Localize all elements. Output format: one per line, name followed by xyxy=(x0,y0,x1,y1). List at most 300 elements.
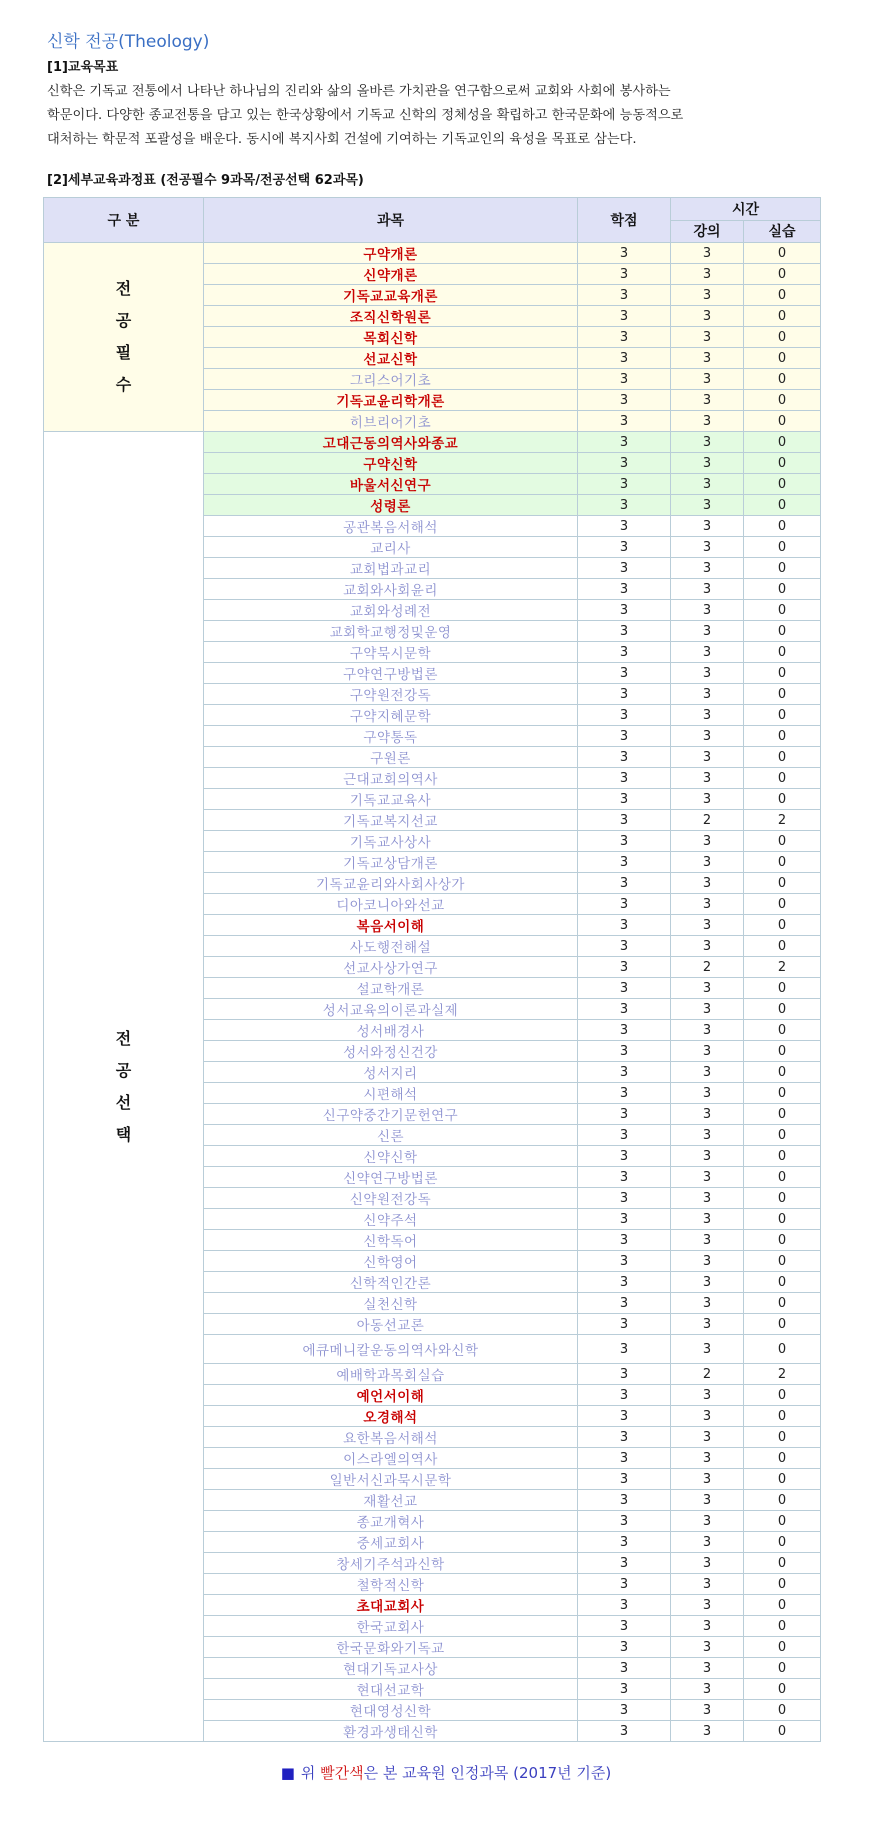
lecture-cell: 3 xyxy=(671,516,744,537)
credits-cell: 3 xyxy=(578,978,671,999)
credits-cell: 3 xyxy=(578,1532,671,1553)
practice-cell: 0 xyxy=(744,411,821,432)
practice-cell: 0 xyxy=(744,1511,821,1532)
subject-cell: 기독교상담개론 xyxy=(204,852,578,873)
credits-cell: 3 xyxy=(578,537,671,558)
lecture-cell: 3 xyxy=(671,1679,744,1700)
credits-cell: 3 xyxy=(578,936,671,957)
credits-cell: 3 xyxy=(578,1490,671,1511)
lecture-cell: 3 xyxy=(671,1616,744,1637)
subject-cell: 구약묵시문학 xyxy=(204,642,578,663)
practice-cell: 0 xyxy=(744,1448,821,1469)
lecture-cell: 3 xyxy=(671,663,744,684)
lecture-cell: 3 xyxy=(671,936,744,957)
credits-cell: 3 xyxy=(578,390,671,411)
lecture-cell: 3 xyxy=(671,1209,744,1230)
credits-cell: 3 xyxy=(578,1083,671,1104)
objectives-paragraph xyxy=(47,80,822,152)
subject-cell: 창세기주석과신학 xyxy=(204,1553,578,1574)
credits-cell: 3 xyxy=(578,1679,671,1700)
lecture-cell: 2 xyxy=(671,810,744,831)
practice-cell: 0 xyxy=(744,768,821,789)
subject-cell: 사도행전해설 xyxy=(204,936,578,957)
practice-cell: 0 xyxy=(744,1314,821,1335)
credits-cell: 3 xyxy=(578,789,671,810)
practice-cell: 0 xyxy=(744,1125,821,1146)
practice-cell: 0 xyxy=(744,642,821,663)
lecture-cell: 3 xyxy=(671,1146,744,1167)
subject-cell: 복음서이해 xyxy=(204,915,578,936)
credits-cell: 3 xyxy=(578,516,671,537)
subject-cell: 구원론 xyxy=(204,747,578,768)
credits-cell: 3 xyxy=(578,1062,671,1083)
subject-cell: 일반서신과묵시문학 xyxy=(204,1469,578,1490)
page-title: 신학 전공(Theology) xyxy=(47,32,210,52)
footnote-red-word: 빨간색 xyxy=(320,1764,364,1782)
lecture-cell: 3 xyxy=(671,1574,744,1595)
header-hours: 시간 xyxy=(671,198,821,221)
subject-cell: 에큐메니칼운동의역사와신학 xyxy=(204,1335,578,1364)
practice-cell: 0 xyxy=(744,369,821,390)
credits-cell: 3 xyxy=(578,621,671,642)
table-row xyxy=(44,243,821,264)
practice-cell: 0 xyxy=(744,537,821,558)
lecture-cell: 3 xyxy=(671,453,744,474)
lecture-cell: 3 xyxy=(671,1167,744,1188)
credits-cell: 3 xyxy=(578,1469,671,1490)
practice-cell: 0 xyxy=(744,789,821,810)
subject-cell: 구약통독 xyxy=(204,726,578,747)
subject-cell: 한국교회사 xyxy=(204,1616,578,1637)
credits-cell: 3 xyxy=(578,831,671,852)
practice-cell: 0 xyxy=(744,1616,821,1637)
lecture-cell: 3 xyxy=(671,1020,744,1041)
credits-cell: 3 xyxy=(578,411,671,432)
practice-cell: 0 xyxy=(744,1104,821,1125)
credits-cell: 3 xyxy=(578,1364,671,1385)
practice-cell: 2 xyxy=(744,957,821,978)
lecture-cell: 3 xyxy=(671,558,744,579)
subject-cell: 신론 xyxy=(204,1125,578,1146)
practice-cell: 0 xyxy=(744,600,821,621)
credits-cell: 3 xyxy=(578,894,671,915)
lecture-cell: 3 xyxy=(671,1406,744,1427)
lecture-cell: 3 xyxy=(671,1104,744,1125)
subject-cell: 예배학과목회실습 xyxy=(204,1364,578,1385)
subject-cell: 한국문화와기독교 xyxy=(204,1637,578,1658)
lecture-cell: 3 xyxy=(671,915,744,936)
credits-cell: 3 xyxy=(578,306,671,327)
practice-cell: 0 xyxy=(744,243,821,264)
credits-cell: 3 xyxy=(578,600,671,621)
curriculum-body xyxy=(44,243,821,1742)
lecture-cell: 3 xyxy=(671,327,744,348)
lecture-cell: 3 xyxy=(671,726,744,747)
lecture-cell: 3 xyxy=(671,390,744,411)
lecture-cell: 3 xyxy=(671,1188,744,1209)
header-credits: 학점 xyxy=(578,198,671,243)
credits-cell: 3 xyxy=(578,1700,671,1721)
subject-cell: 기독교교육사 xyxy=(204,789,578,810)
subject-cell: 신약신학 xyxy=(204,1146,578,1167)
lecture-cell: 3 xyxy=(671,1062,744,1083)
lecture-cell: 3 xyxy=(671,621,744,642)
objectives-line: 대처하는 학문적 포괄성을 배운다. 동시에 복지사회 건설에 기여하는 기독교인의 육성을 목표로 삼는다. xyxy=(47,132,637,147)
subject-cell: 구약원전강독 xyxy=(204,684,578,705)
lecture-cell: 3 xyxy=(671,1553,744,1574)
credits-cell: 3 xyxy=(578,1293,671,1314)
practice-cell: 0 xyxy=(744,852,821,873)
credits-cell: 3 xyxy=(578,453,671,474)
practice-cell: 0 xyxy=(744,516,821,537)
credits-cell: 3 xyxy=(578,1251,671,1272)
credits-cell: 3 xyxy=(578,1335,671,1364)
practice-cell: 0 xyxy=(744,390,821,411)
category-char: 전 xyxy=(115,1028,132,1048)
lecture-cell: 3 xyxy=(671,600,744,621)
subject-cell: 목회신학 xyxy=(204,327,578,348)
subject-cell: 성서와정신건강 xyxy=(204,1041,578,1062)
credits-cell: 3 xyxy=(578,348,671,369)
credits-cell: 3 xyxy=(578,1167,671,1188)
lecture-cell: 3 xyxy=(671,1251,744,1272)
credits-cell: 3 xyxy=(578,1385,671,1406)
credits-cell: 3 xyxy=(578,495,671,516)
subject-cell: 신구약중간기문헌연구 xyxy=(204,1104,578,1125)
subject-cell: 조직신학원론 xyxy=(204,306,578,327)
subject-cell: 아동선교론 xyxy=(204,1314,578,1335)
subject-cell: 환경과생태신학 xyxy=(204,1721,578,1742)
credits-cell: 3 xyxy=(578,1637,671,1658)
practice-cell: 0 xyxy=(744,558,821,579)
practice-cell: 0 xyxy=(744,1251,821,1272)
credits-cell: 3 xyxy=(578,327,671,348)
practice-cell: 0 xyxy=(744,684,821,705)
subject-cell: 바울서신연구 xyxy=(204,474,578,495)
credits-cell: 3 xyxy=(578,579,671,600)
lecture-cell: 3 xyxy=(671,1314,744,1335)
subject-cell: 교리사 xyxy=(204,537,578,558)
footnote xyxy=(0,1762,892,1783)
subject-cell: 근대교회의역사 xyxy=(204,768,578,789)
credits-cell: 3 xyxy=(578,915,671,936)
lecture-cell: 3 xyxy=(671,1272,744,1293)
practice-cell: 0 xyxy=(744,1658,821,1679)
lecture-cell: 3 xyxy=(671,1230,744,1251)
header-practice: 실습 xyxy=(744,220,821,243)
subject-cell: 오경해석 xyxy=(204,1406,578,1427)
credits-cell: 3 xyxy=(578,642,671,663)
subject-cell: 교회와사회윤리 xyxy=(204,579,578,600)
category-char: 전 xyxy=(115,279,132,298)
category-char: 필 xyxy=(115,343,132,362)
lecture-cell: 3 xyxy=(671,285,744,306)
practice-cell: 0 xyxy=(744,1293,821,1314)
lecture-cell: 3 xyxy=(671,1595,744,1616)
subject-cell: 신약원전강독 xyxy=(204,1188,578,1209)
practice-cell: 0 xyxy=(744,978,821,999)
practice-cell: 0 xyxy=(744,1469,821,1490)
subject-cell: 그리스어기초 xyxy=(204,369,578,390)
lecture-cell: 3 xyxy=(671,474,744,495)
lecture-cell: 3 xyxy=(671,1658,744,1679)
credits-cell: 3 xyxy=(578,1448,671,1469)
lecture-cell: 3 xyxy=(671,1511,744,1532)
subject-cell: 철학적신학 xyxy=(204,1574,578,1595)
practice-cell: 2 xyxy=(744,1364,821,1385)
practice-cell: 0 xyxy=(744,1406,821,1427)
subject-cell: 기독교사상사 xyxy=(204,831,578,852)
subject-cell: 구약신학 xyxy=(204,453,578,474)
practice-cell: 0 xyxy=(744,1146,821,1167)
subject-cell: 고대근동의역사와종교 xyxy=(204,432,578,453)
lecture-cell: 3 xyxy=(671,1385,744,1406)
credits-cell: 3 xyxy=(578,1721,671,1742)
subject-cell: 디아코니아와선교 xyxy=(204,894,578,915)
practice-cell: 0 xyxy=(744,621,821,642)
subject-cell: 교회학교행정및운영 xyxy=(204,621,578,642)
credits-cell: 3 xyxy=(578,1104,671,1125)
lecture-cell: 3 xyxy=(671,642,744,663)
credits-cell: 3 xyxy=(578,432,671,453)
practice-cell: 0 xyxy=(744,1574,821,1595)
practice-cell: 2 xyxy=(744,810,821,831)
practice-cell: 0 xyxy=(744,348,821,369)
credits-cell: 3 xyxy=(578,1209,671,1230)
category-char: 수 xyxy=(115,375,132,394)
subject-cell: 현대영성신학 xyxy=(204,1700,578,1721)
credits-cell: 3 xyxy=(578,726,671,747)
practice-cell: 0 xyxy=(744,432,821,453)
practice-cell: 0 xyxy=(744,747,821,768)
practice-cell: 0 xyxy=(744,1188,821,1209)
practice-cell: 0 xyxy=(744,474,821,495)
credits-cell: 3 xyxy=(578,474,671,495)
category-char: 택 xyxy=(115,1124,132,1144)
credits-cell: 3 xyxy=(578,1230,671,1251)
credits-cell: 3 xyxy=(578,1574,671,1595)
credits-cell: 3 xyxy=(578,285,671,306)
practice-cell: 0 xyxy=(744,495,821,516)
practice-cell: 0 xyxy=(744,1041,821,1062)
practice-cell: 0 xyxy=(744,999,821,1020)
lecture-cell: 3 xyxy=(671,411,744,432)
credits-cell: 3 xyxy=(578,957,671,978)
practice-cell: 0 xyxy=(744,1721,821,1742)
header-category: 구 분 xyxy=(44,198,204,243)
category-char: 공 xyxy=(115,1060,132,1080)
practice-cell: 0 xyxy=(744,285,821,306)
practice-cell: 0 xyxy=(744,1335,821,1364)
square-bullet-icon: ■ xyxy=(280,1764,295,1782)
practice-cell: 0 xyxy=(744,1490,821,1511)
practice-cell: 0 xyxy=(744,1062,821,1083)
practice-cell: 0 xyxy=(744,894,821,915)
lecture-cell: 3 xyxy=(671,1293,744,1314)
practice-cell: 0 xyxy=(744,1209,821,1230)
lecture-cell: 3 xyxy=(671,1490,744,1511)
credits-cell: 3 xyxy=(578,243,671,264)
practice-cell: 0 xyxy=(744,873,821,894)
objectives-line: 신학은 기독교 전통에서 나타난 하나님의 진리와 삶의 올바른 가치관을 연구함으로써 교회와 사회에 봉사하는 xyxy=(47,84,671,99)
credits-cell: 3 xyxy=(578,1041,671,1062)
subject-cell: 종교개혁사 xyxy=(204,1511,578,1532)
subject-cell: 공관복음서해석 xyxy=(204,516,578,537)
subject-cell: 구약지혜문학 xyxy=(204,705,578,726)
practice-cell: 0 xyxy=(744,1679,821,1700)
practice-cell: 0 xyxy=(744,1230,821,1251)
lecture-cell: 3 xyxy=(671,768,744,789)
lecture-cell: 3 xyxy=(671,1335,744,1364)
lecture-cell: 3 xyxy=(671,894,744,915)
credits-cell: 3 xyxy=(578,1146,671,1167)
category-char: 공 xyxy=(115,311,132,330)
credits-cell: 3 xyxy=(578,873,671,894)
lecture-cell: 3 xyxy=(671,1721,744,1742)
subject-cell: 신약연구방법론 xyxy=(204,1167,578,1188)
practice-cell: 0 xyxy=(744,915,821,936)
subject-cell: 기독교윤리학개론 xyxy=(204,390,578,411)
subject-cell: 실천신학 xyxy=(204,1293,578,1314)
credits-cell: 3 xyxy=(578,1188,671,1209)
subject-cell: 신학적인간론 xyxy=(204,1272,578,1293)
practice-cell: 0 xyxy=(744,1083,821,1104)
objectives-line: 학문이다. 다양한 종교전통을 담고 있는 한국상황에서 기독교 신학의 정체성을 확립하고 한국문화에 능동적으로 xyxy=(47,108,684,123)
subject-cell: 설교학개론 xyxy=(204,978,578,999)
subject-cell: 선교사상가연구 xyxy=(204,957,578,978)
subject-cell: 초대교회사 xyxy=(204,1595,578,1616)
practice-cell: 0 xyxy=(744,306,821,327)
practice-cell: 0 xyxy=(744,1553,821,1574)
lecture-cell: 3 xyxy=(671,1532,744,1553)
subject-cell: 재활선교 xyxy=(204,1490,578,1511)
lecture-cell: 3 xyxy=(671,1125,744,1146)
credits-cell: 3 xyxy=(578,1406,671,1427)
lecture-cell: 2 xyxy=(671,1364,744,1385)
practice-cell: 0 xyxy=(744,936,821,957)
subject-cell: 현대선교학 xyxy=(204,1679,578,1700)
subject-cell: 중세교회사 xyxy=(204,1532,578,1553)
subject-cell: 성서교육의이론과실제 xyxy=(204,999,578,1020)
practice-cell: 0 xyxy=(744,1637,821,1658)
subject-cell: 이스라엘의역사 xyxy=(204,1448,578,1469)
practice-cell: 0 xyxy=(744,1595,821,1616)
subject-cell: 신약주석 xyxy=(204,1209,578,1230)
lecture-cell: 3 xyxy=(671,1041,744,1062)
footnote-prefix: 위 xyxy=(300,1764,321,1782)
lecture-cell: 3 xyxy=(671,348,744,369)
credits-cell: 3 xyxy=(578,1314,671,1335)
credits-cell: 3 xyxy=(578,852,671,873)
lecture-cell: 2 xyxy=(671,957,744,978)
credits-cell: 3 xyxy=(578,1272,671,1293)
subject-cell: 구약개론 xyxy=(204,243,578,264)
subject-cell: 선교신학 xyxy=(204,348,578,369)
practice-cell: 0 xyxy=(744,1532,821,1553)
lecture-cell: 3 xyxy=(671,243,744,264)
subject-cell: 기독교복지선교 xyxy=(204,810,578,831)
curriculum-heading: [2]세부교육과정표 (전공필수 9과목/전공선택 62과목) xyxy=(47,173,364,188)
credits-cell: 3 xyxy=(578,663,671,684)
credits-cell: 3 xyxy=(578,1553,671,1574)
required-category-label xyxy=(44,243,204,432)
subject-cell: 시편해석 xyxy=(204,1083,578,1104)
lecture-cell: 3 xyxy=(671,1637,744,1658)
credits-cell: 3 xyxy=(578,264,671,285)
credits-cell: 3 xyxy=(578,747,671,768)
credits-cell: 3 xyxy=(578,1511,671,1532)
practice-cell: 0 xyxy=(744,1385,821,1406)
subject-cell: 기독교교육개론 xyxy=(204,285,578,306)
lecture-cell: 3 xyxy=(671,432,744,453)
subject-cell: 기독교윤리와사회사상가 xyxy=(204,873,578,894)
credits-cell: 3 xyxy=(578,999,671,1020)
practice-cell: 0 xyxy=(744,1427,821,1448)
lecture-cell: 3 xyxy=(671,705,744,726)
lecture-cell: 3 xyxy=(671,579,744,600)
credits-cell: 3 xyxy=(578,684,671,705)
credits-cell: 3 xyxy=(578,1427,671,1448)
lecture-cell: 3 xyxy=(671,1700,744,1721)
subject-cell: 성서배경사 xyxy=(204,1020,578,1041)
subject-cell: 성서지리 xyxy=(204,1062,578,1083)
practice-cell: 0 xyxy=(744,264,821,285)
elective-category-label xyxy=(44,432,204,1742)
category-char: 선 xyxy=(115,1092,132,1112)
lecture-cell: 3 xyxy=(671,1427,744,1448)
credits-cell: 3 xyxy=(578,1616,671,1637)
lecture-cell: 3 xyxy=(671,369,744,390)
curriculum-table xyxy=(43,197,821,1742)
subject-cell: 성령론 xyxy=(204,495,578,516)
lecture-cell: 3 xyxy=(671,831,744,852)
lecture-cell: 3 xyxy=(671,264,744,285)
table-row xyxy=(44,432,821,453)
subject-cell: 현대기독교사상 xyxy=(204,1658,578,1679)
lecture-cell: 3 xyxy=(671,1083,744,1104)
subject-cell: 신학영어 xyxy=(204,1251,578,1272)
practice-cell: 0 xyxy=(744,1700,821,1721)
objectives-heading: [1]교육목표 xyxy=(47,60,119,75)
lecture-cell: 3 xyxy=(671,852,744,873)
subject-cell: 요한복음서해석 xyxy=(204,1427,578,1448)
practice-cell: 0 xyxy=(744,1020,821,1041)
practice-cell: 0 xyxy=(744,831,821,852)
credits-cell: 3 xyxy=(578,810,671,831)
lecture-cell: 3 xyxy=(671,978,744,999)
practice-cell: 0 xyxy=(744,663,821,684)
subject-cell: 히브리어기초 xyxy=(204,411,578,432)
lecture-cell: 3 xyxy=(671,495,744,516)
footnote-suffix: 은 본 교육원 인정과목 (2017년 기준) xyxy=(363,1764,612,1782)
lecture-cell: 3 xyxy=(671,747,744,768)
lecture-cell: 3 xyxy=(671,537,744,558)
header-subject: 과목 xyxy=(204,198,578,243)
practice-cell: 0 xyxy=(744,1272,821,1293)
subject-cell: 신학독어 xyxy=(204,1230,578,1251)
lecture-cell: 3 xyxy=(671,684,744,705)
credits-cell: 3 xyxy=(578,1020,671,1041)
practice-cell: 0 xyxy=(744,1167,821,1188)
subject-cell: 신약개론 xyxy=(204,264,578,285)
credits-cell: 3 xyxy=(578,1125,671,1146)
credits-cell: 3 xyxy=(578,768,671,789)
credits-cell: 3 xyxy=(578,369,671,390)
header-lecture: 강의 xyxy=(671,220,744,243)
practice-cell: 0 xyxy=(744,327,821,348)
credits-cell: 3 xyxy=(578,1595,671,1616)
lecture-cell: 3 xyxy=(671,1448,744,1469)
